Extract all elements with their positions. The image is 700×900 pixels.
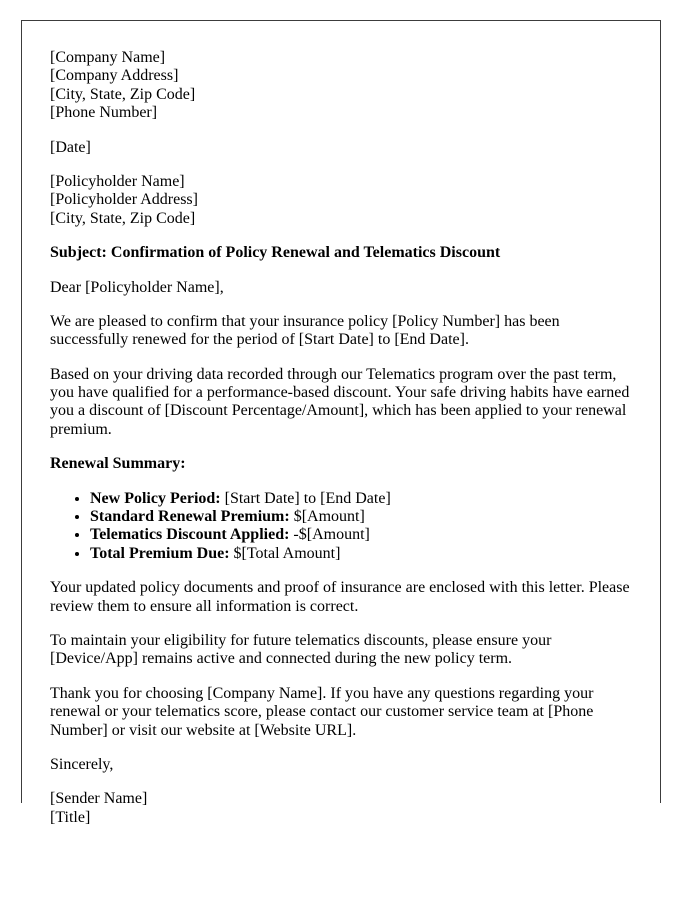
list-item-telematics-discount-applied [90,526,632,544]
list-item-label: Total Premium Due: [90,544,230,562]
paragraph-enclosed-documents: Your updated policy documents and proof of insurance are enclosed with this letter. Please review them to ensure all information is correct. [50,579,630,615]
paragraph-eligibility: To maintain your eligibility for future telematics discounts, please ensure your [Device/App] remains active and connected during the new policy term. [50,631,552,668]
list-item-label: New Policy Period: [90,489,221,507]
closing-line: Sincerely, [50,755,114,773]
list-item-value: [Start Date] to [End Date] [220,489,391,507]
date-line: [Date] [50,138,91,156]
subject-line: Subject: Confirmation of Policy Renewal and Telematics Discount [50,244,501,262]
policyholder-name-line: [Policyholder Name] [50,172,185,190]
paragraph-telematics-discount: Based on your driving data recorded through our Telematics program over the past term, you have qualified for a performance-based discount. Your safe driving habits have earned you a discount of [Discount Percentage/Amount], which has been applied to your renewal premium. [50,365,630,438]
list-item-value: $[Total Amount] [229,544,341,562]
signature-block [50,790,632,827]
list-item-new-policy-period [90,490,632,508]
list-item-value: $[Amount] [289,508,365,526]
letter-page [21,20,661,826]
policyholder-address-line: [Policyholder Address] [50,191,198,209]
list-item-label: Telematics Discount Applied: [90,526,290,544]
company-address-line: [Company Address] [50,67,179,85]
company-city-state-zip-line: [City, State, Zip Code] [50,85,196,103]
company-phone-line: [Phone Number] [50,104,158,122]
recipient-address-block [50,173,632,228]
sender-name-line: [Sender Name] [50,790,148,808]
policyholder-city-state-zip-line: [City, State, Zip Code] [50,209,196,227]
salutation: Dear [Policyholder Name], [50,278,224,296]
paragraph-renewal-confirmation: We are pleased to confirm that your insurance policy [Policy Number] has been successfully renewed for the period of [Start Date] to [End Date]. [50,312,560,349]
list-item-label: Standard Renewal Premium: [90,508,290,526]
paragraph-thank-you: Thank you for choosing [Company Name]. If you have any questions regarding your renewal or your telematics score, please contact our customer service team at [Phone Number] or visit our website at [Website URL]. [50,684,594,739]
list-item-value: -$[Amount] [289,526,370,544]
sender-title-line: [Title] [50,808,91,826]
renewal-summary-heading: Renewal Summary: [50,455,186,473]
list-item-total-premium-due [90,545,632,563]
company-name-line: [Company Name] [50,49,166,66]
list-item-standard-renewal-premium [90,508,632,526]
renewal-summary-list [50,490,632,564]
company-address-block [50,49,632,123]
